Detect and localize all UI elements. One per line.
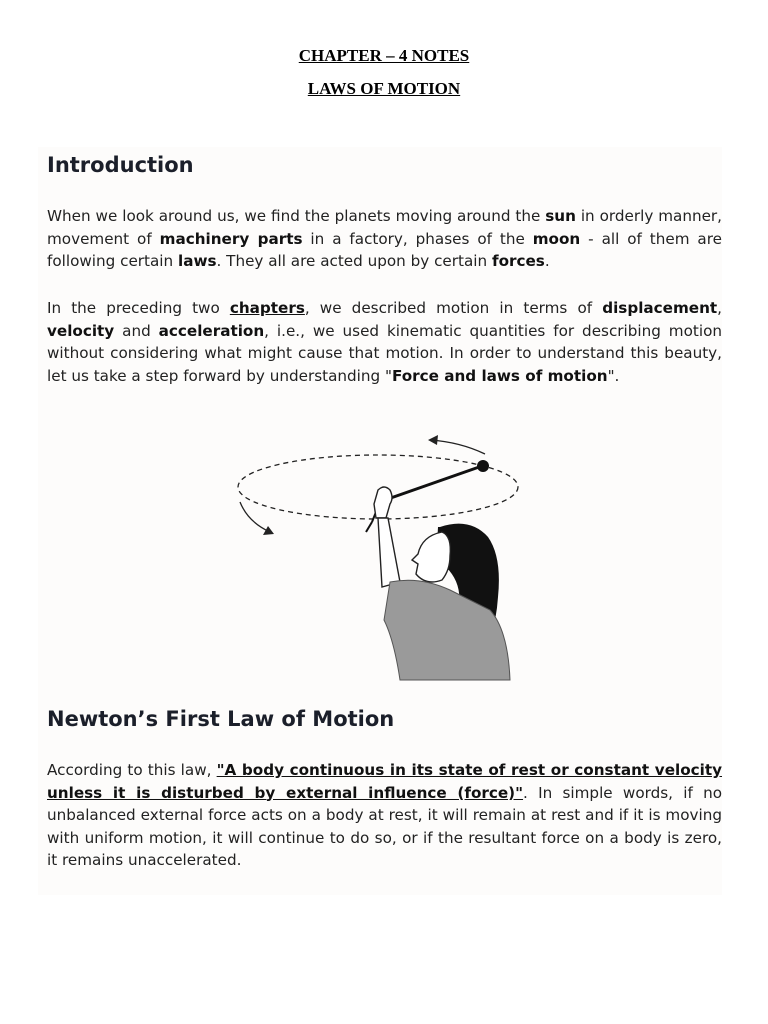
hand — [374, 487, 392, 518]
bold-term: Force and laws of motion — [391, 366, 608, 385]
bold-term: sun — [545, 207, 576, 225]
text-run: In the preceding two — [47, 299, 230, 317]
arrow-head — [428, 435, 438, 445]
bold-term: moon — [532, 229, 581, 248]
text-run: . In simple words, if no unbalanced external force acts on a body at rest, it will remain at rest and if it is moving with uniform motion, it will continue to do so, or if the resultant force on a body is zero, it remains unaccelerated. — [47, 783, 722, 869]
bold-term: velocity — [47, 321, 115, 340]
text-run: in orderly manner, movement of — [47, 207, 722, 248]
text-run: in a factory, phases of the — [302, 229, 533, 248]
bold-term: displacement — [602, 299, 718, 317]
chapters-link[interactable]: chapters — [229, 299, 305, 317]
text-run: According to this law, — [47, 761, 217, 779]
intro-paragraph-2 — [47, 297, 722, 387]
face — [412, 532, 450, 582]
text-run: , we described motion in terms of — [304, 299, 603, 317]
text-run: , i.e., we used kinematic quantities for describing motion without considering what might cause that motion. In order to understand this beauty, let us take a step forward by understanding " — [47, 321, 722, 385]
introduction-heading: Introduction — [47, 153, 194, 177]
text-run: , — [717, 299, 722, 317]
bold-term: forces — [491, 252, 545, 270]
stone-whirling-illustration — [230, 432, 540, 682]
arrow-head — [263, 526, 274, 535]
string — [385, 466, 482, 500]
stone — [477, 460, 489, 472]
bold-term: laws — [177, 252, 217, 270]
chapter-heading: CHAPTER – 4 NOTES — [298, 46, 470, 65]
first-law-section — [47, 707, 722, 731]
bold-term: machinery parts — [159, 229, 303, 248]
introduction-section — [47, 153, 722, 177]
text-run: . They all are acted upon by certain — [216, 252, 492, 270]
string-end — [366, 522, 372, 532]
first-law-paragraph — [47, 759, 722, 872]
law-statement: "A body continuous in its state of rest or constant velocity unless it is disturbed by external influence (force)" — [47, 761, 723, 802]
intro-paragraph-1 — [47, 205, 722, 273]
bold-term: acceleration — [158, 321, 265, 340]
text-run: and — [114, 321, 159, 340]
content-panel — [38, 147, 722, 895]
first-law-heading: Newton’s First Law of Motion — [47, 707, 395, 731]
text-run: . — [544, 252, 550, 270]
text-run: - all of them are following certain — [47, 229, 722, 270]
chapter-title: LAWS OF MOTION — [307, 79, 461, 98]
text-run: When we look around us, we find the planets moving around the — [47, 207, 546, 225]
arm — [378, 518, 400, 587]
motion-arrow-top — [430, 440, 485, 454]
text-run: ". — [607, 366, 620, 385]
